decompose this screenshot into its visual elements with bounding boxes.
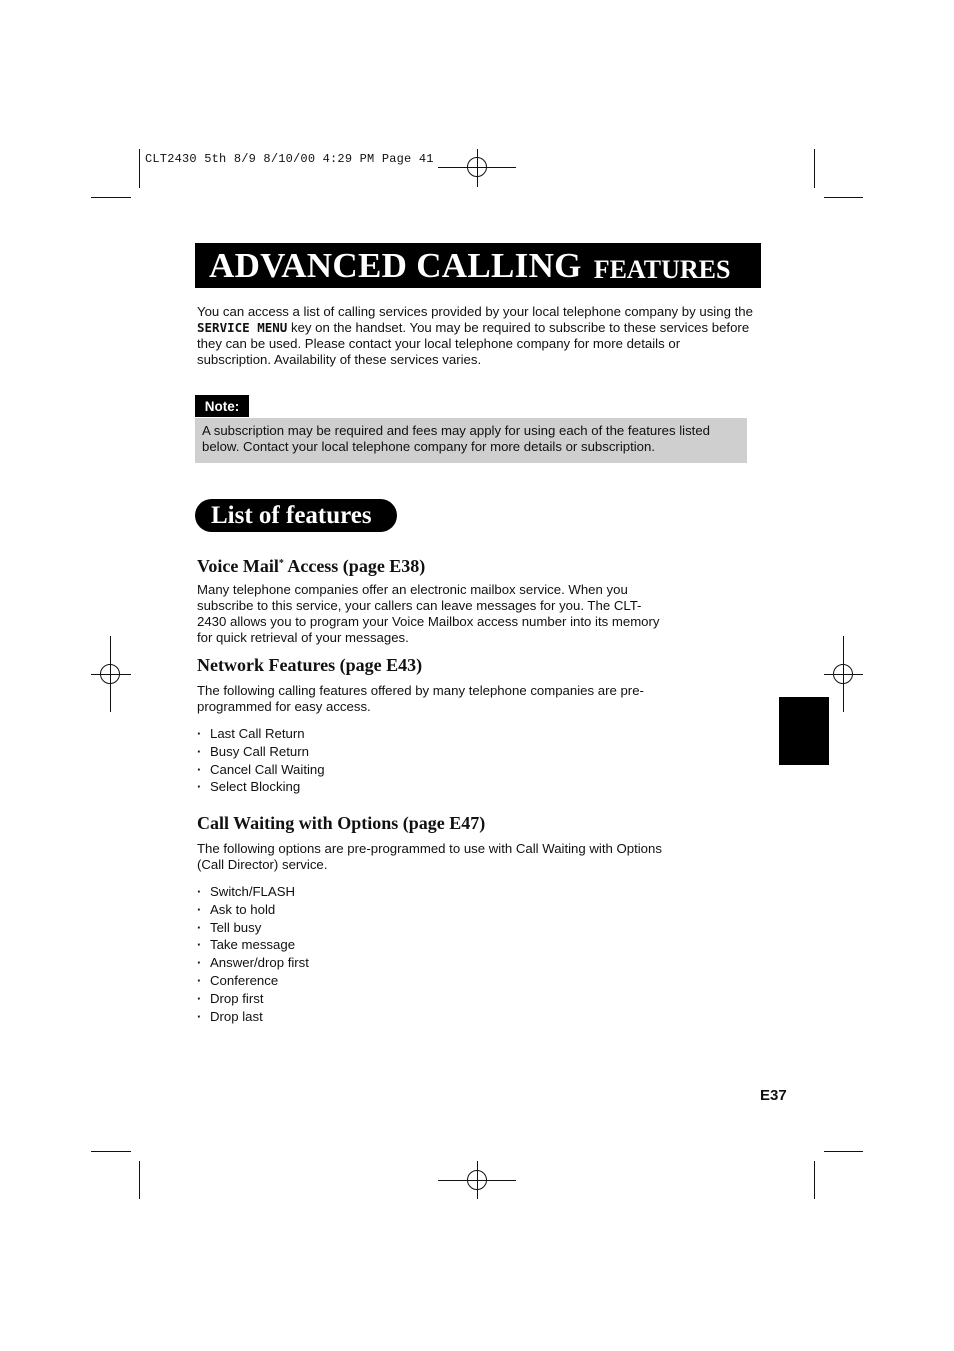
page-title: ADVANCED CALLING bbox=[209, 246, 582, 285]
service-menu-key: SERVICE MENU bbox=[197, 320, 288, 335]
list-of-features-heading: List of features bbox=[195, 499, 397, 532]
page-title-sub: FEATURES bbox=[593, 255, 731, 284]
list-item: · Busy Call Return bbox=[197, 743, 309, 759]
voice-mail-heading: Voice Mail* Access (page E38) bbox=[197, 556, 426, 576]
network-features-heading: Network Features (page E43) bbox=[197, 655, 423, 675]
list-item: · Take message bbox=[197, 937, 296, 953]
intro-paragraph: You can access a list of calling services provided by your local telephone company by using the SERVICE MENU key on the handset. You may be required to subscribe to these services before they can be used. Please contact your local telephone company for more details or subscription. Availability of these services varies. bbox=[197, 304, 753, 367]
list-item: · Drop last bbox=[197, 1008, 263, 1024]
list-item: · Conference bbox=[197, 972, 279, 988]
voice-mail-text: Many telephone companies offer an electronic mailbox service. When you subscribe to this service, your callers can leave messages for you. The CLT-2430 allows you to program your Voice Mailbox access number into its memory for quick retrieval of your messages. bbox=[197, 582, 660, 645]
chapter-tab bbox=[779, 697, 829, 765]
network-features-list bbox=[197, 725, 325, 796]
list-item: · Drop first bbox=[197, 990, 264, 1006]
list-item: · Cancel Call Waiting bbox=[197, 761, 325, 777]
list-item: · Last Call Return bbox=[197, 726, 305, 741]
note-box: A subscription may be required and fees may apply for using each of the features listed below. Contact your local telephone company for more details or subscription. bbox=[195, 418, 747, 463]
call-waiting-heading: Call Waiting with Options (page E47) bbox=[197, 813, 486, 833]
list-item: · Answer/drop first bbox=[197, 955, 309, 971]
note-label: Note: bbox=[195, 395, 249, 417]
call-waiting-options-list bbox=[197, 883, 309, 1025]
page-number: E37 bbox=[760, 1087, 787, 1104]
network-features-text: The following calling features offered by many telephone companies are pre-programmed for easy access. bbox=[197, 683, 644, 714]
printer-slug: CLT2430 5th 8/9 8/10/00 4:29 PM Page 41 bbox=[145, 152, 434, 166]
list-item: · Switch/FLASH bbox=[197, 884, 296, 899]
page-title-bar bbox=[195, 243, 761, 288]
call-waiting-text: The following options are pre-programmed to use with Call Waiting with Options (Call Director) service. bbox=[197, 841, 662, 872]
list-item: · Tell busy bbox=[197, 919, 262, 935]
list-item: · Ask to hold bbox=[197, 901, 276, 917]
list-item: · Select Blocking bbox=[197, 779, 301, 795]
